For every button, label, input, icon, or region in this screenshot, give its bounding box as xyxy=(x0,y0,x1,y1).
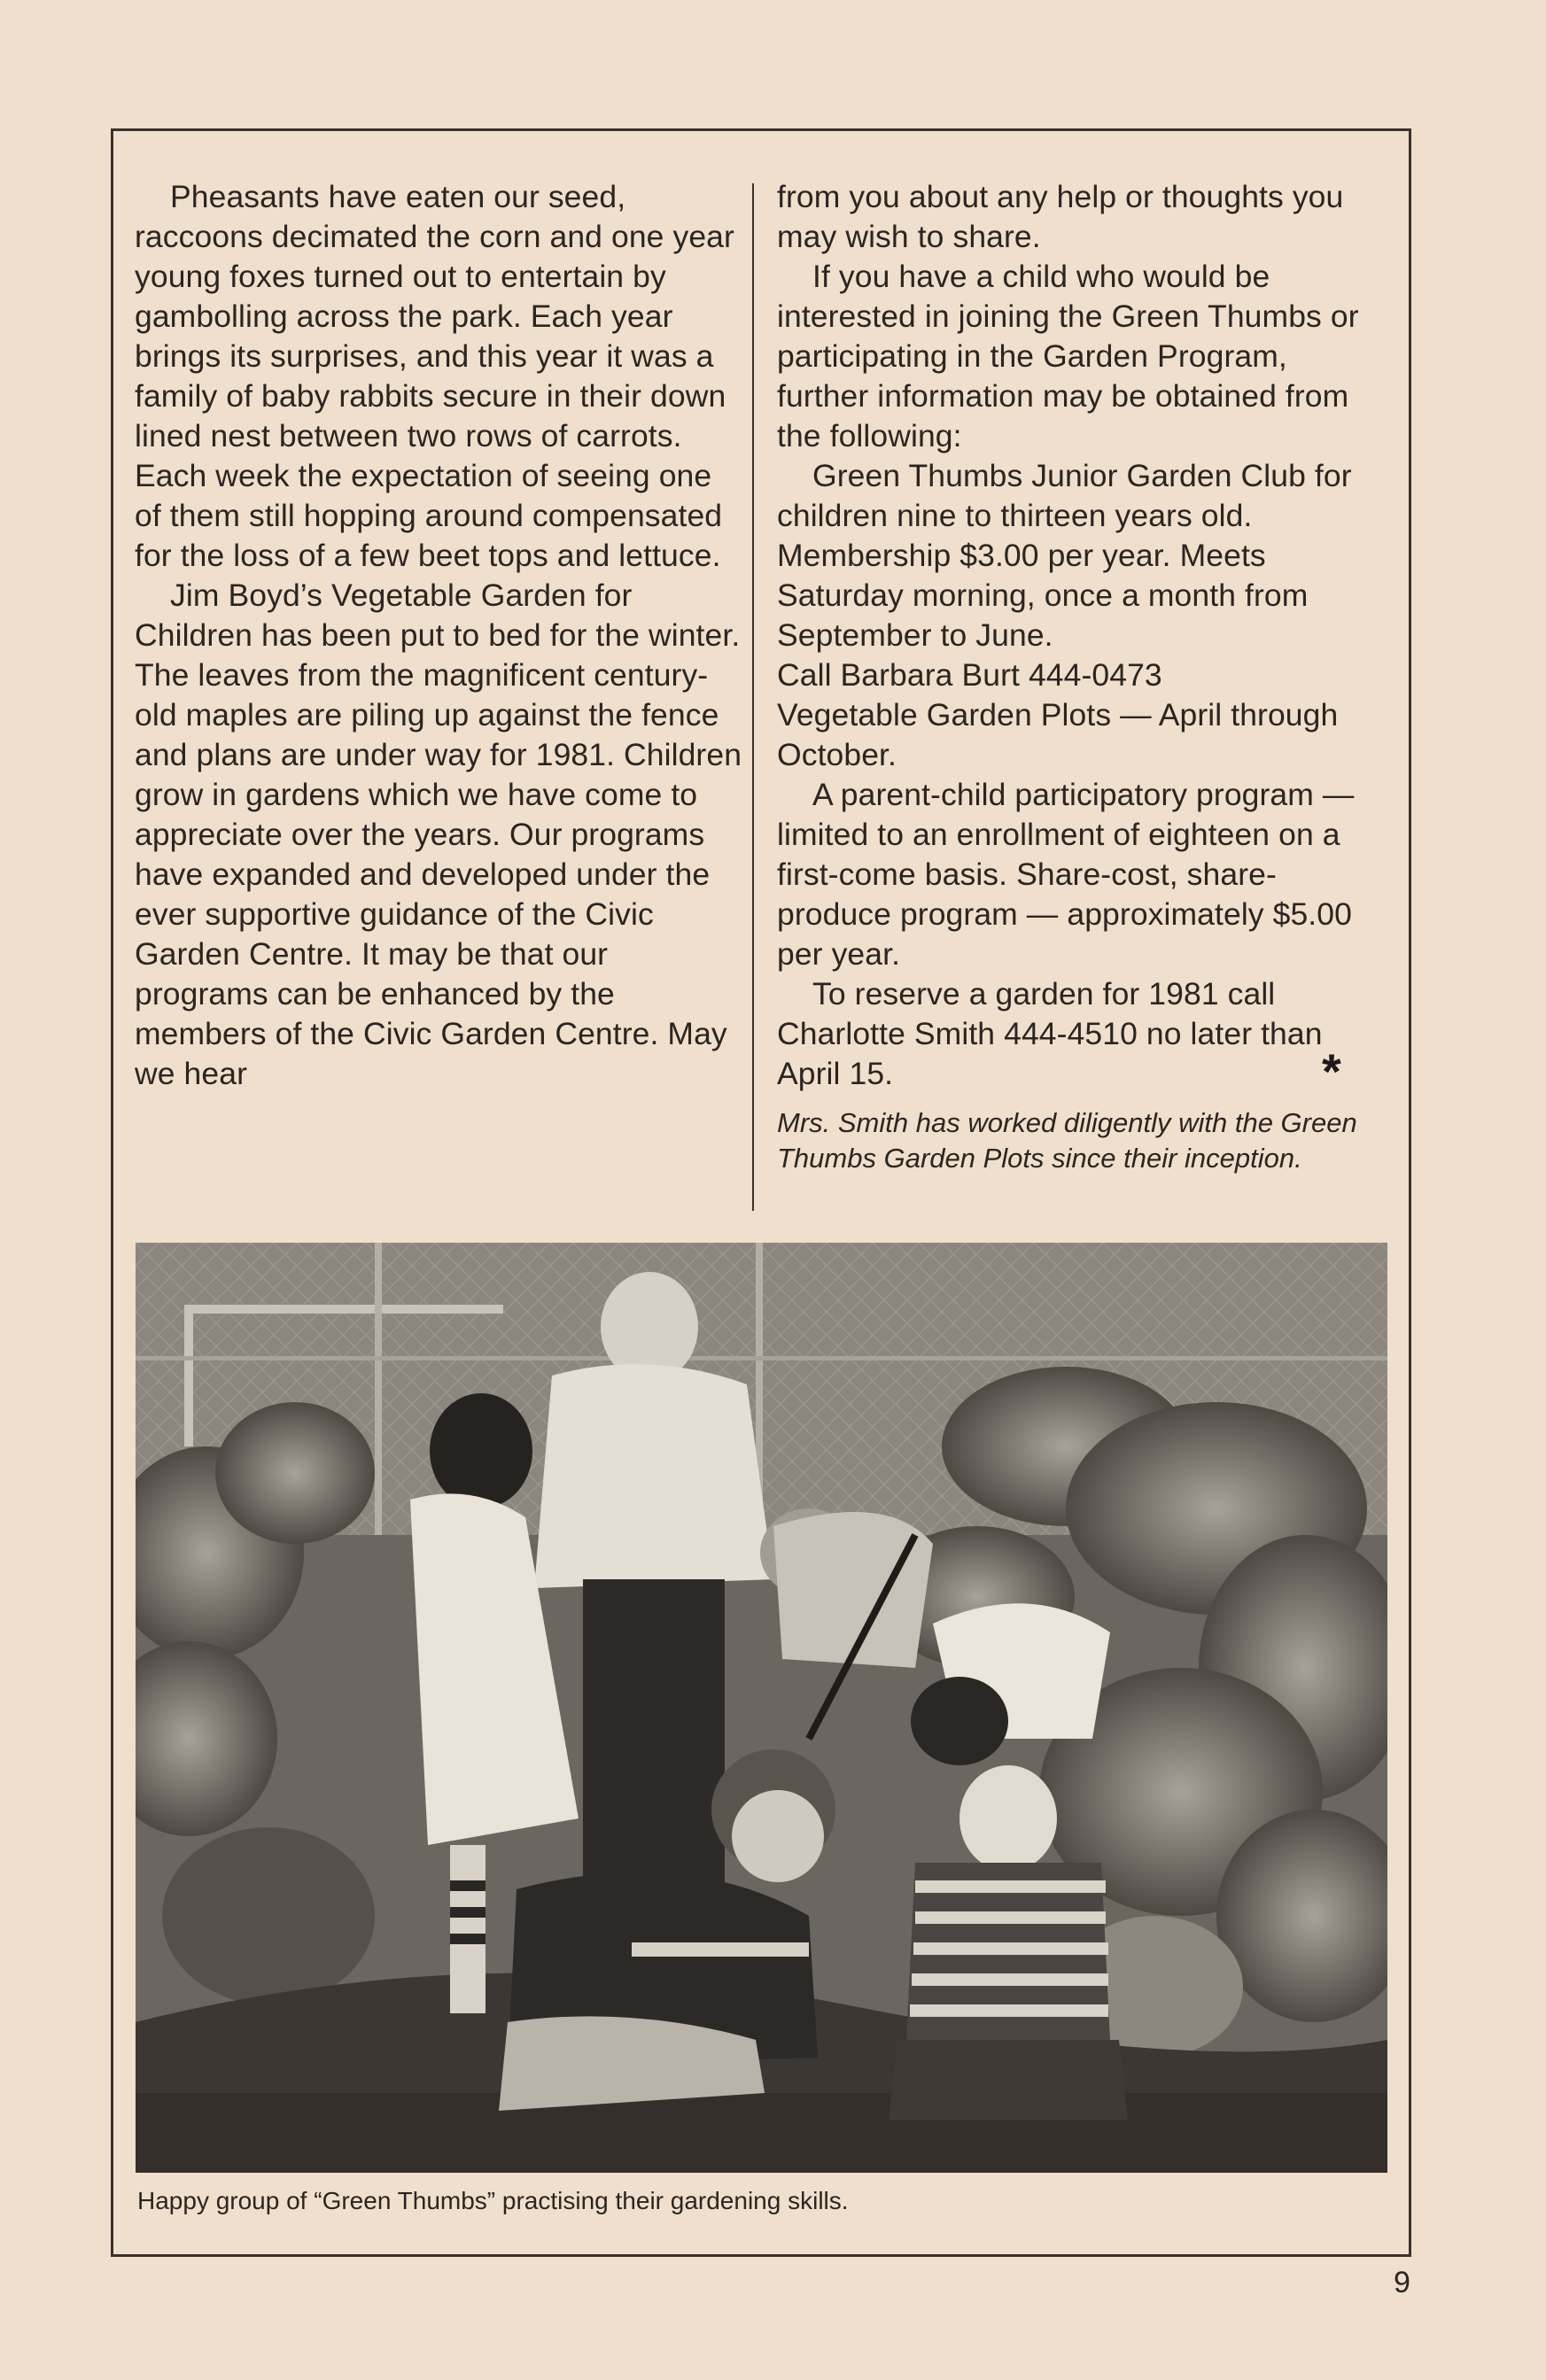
left-paragraph-1: Pheasants have eaten our seed, raccoons decimated the corn and one year young foxes turned out to entertain by gambolling across the park. Each year brings its surprises, and this year it was a family of baby rabbits secure in their down lined nest between two rows of carrots. Each week the expectation of seeing one of them still hopping around compensated for the loss of a few beet tops and lettuce. xyxy=(135,179,734,573)
column-divider xyxy=(752,183,754,1211)
left-paragraph-2: Jim Boyd’s Vegetable Garden for Children has been put to bed for the winter. The leaves from the magnificent century-old maples are piling up against the fence and plans are under way for 1981. Children grow in gardens which we have come to appreciate over the years. Our programs have expanded and developed under the ever supportive guidance of the Civic Garden Centre. It may be that our programs can be enhanced by the members of the Civic Garden Centre. May we hear xyxy=(135,578,742,1091)
right-paragraph-2: If you have a child who would be interested in joining the Green Thumbs or participating in the Garden Program, further information may be obtained from the following: xyxy=(777,259,1359,454)
right-paragraph-6: A parent-child participatory program — limited to an enrollment of eighteen on a first-come basis. Share-cost, share-produce program — approximately $5.00 per year. xyxy=(777,777,1355,972)
author-note: Mrs. Smith has worked diligently with the Green Thumbs Garden Plots since their inception. xyxy=(777,1107,1357,1174)
garden-photo-illustration xyxy=(136,1243,1387,2173)
right-paragraph-1: from you about any help or thoughts you may wish to share. xyxy=(777,179,1344,254)
right-column xyxy=(777,177,1387,1094)
left-column xyxy=(135,177,746,1094)
end-mark-asterisk: * xyxy=(1322,1043,1341,1099)
garden-photo xyxy=(136,1243,1387,2173)
right-paragraph-5: Vegetable Garden Plots — April through October. xyxy=(777,697,1339,772)
photo-caption: Happy group of “Green Thumbs” practising their gardening skills. xyxy=(137,2187,849,2214)
right-paragraph-3: Green Thumbs Junior Garden Club for children nine to thirteen years old. Membership $3.00 per year. Meets Saturday morning, once a month from September to June. xyxy=(777,458,1352,653)
right-paragraph-4: Call Barbara Burt 444-0473 xyxy=(777,657,1162,693)
right-paragraph-7: To reserve a garden for 1981 call Charlotte Smith 444-4510 no later than April 15. xyxy=(777,976,1323,1091)
page-number: 9 xyxy=(1394,2266,1410,2299)
